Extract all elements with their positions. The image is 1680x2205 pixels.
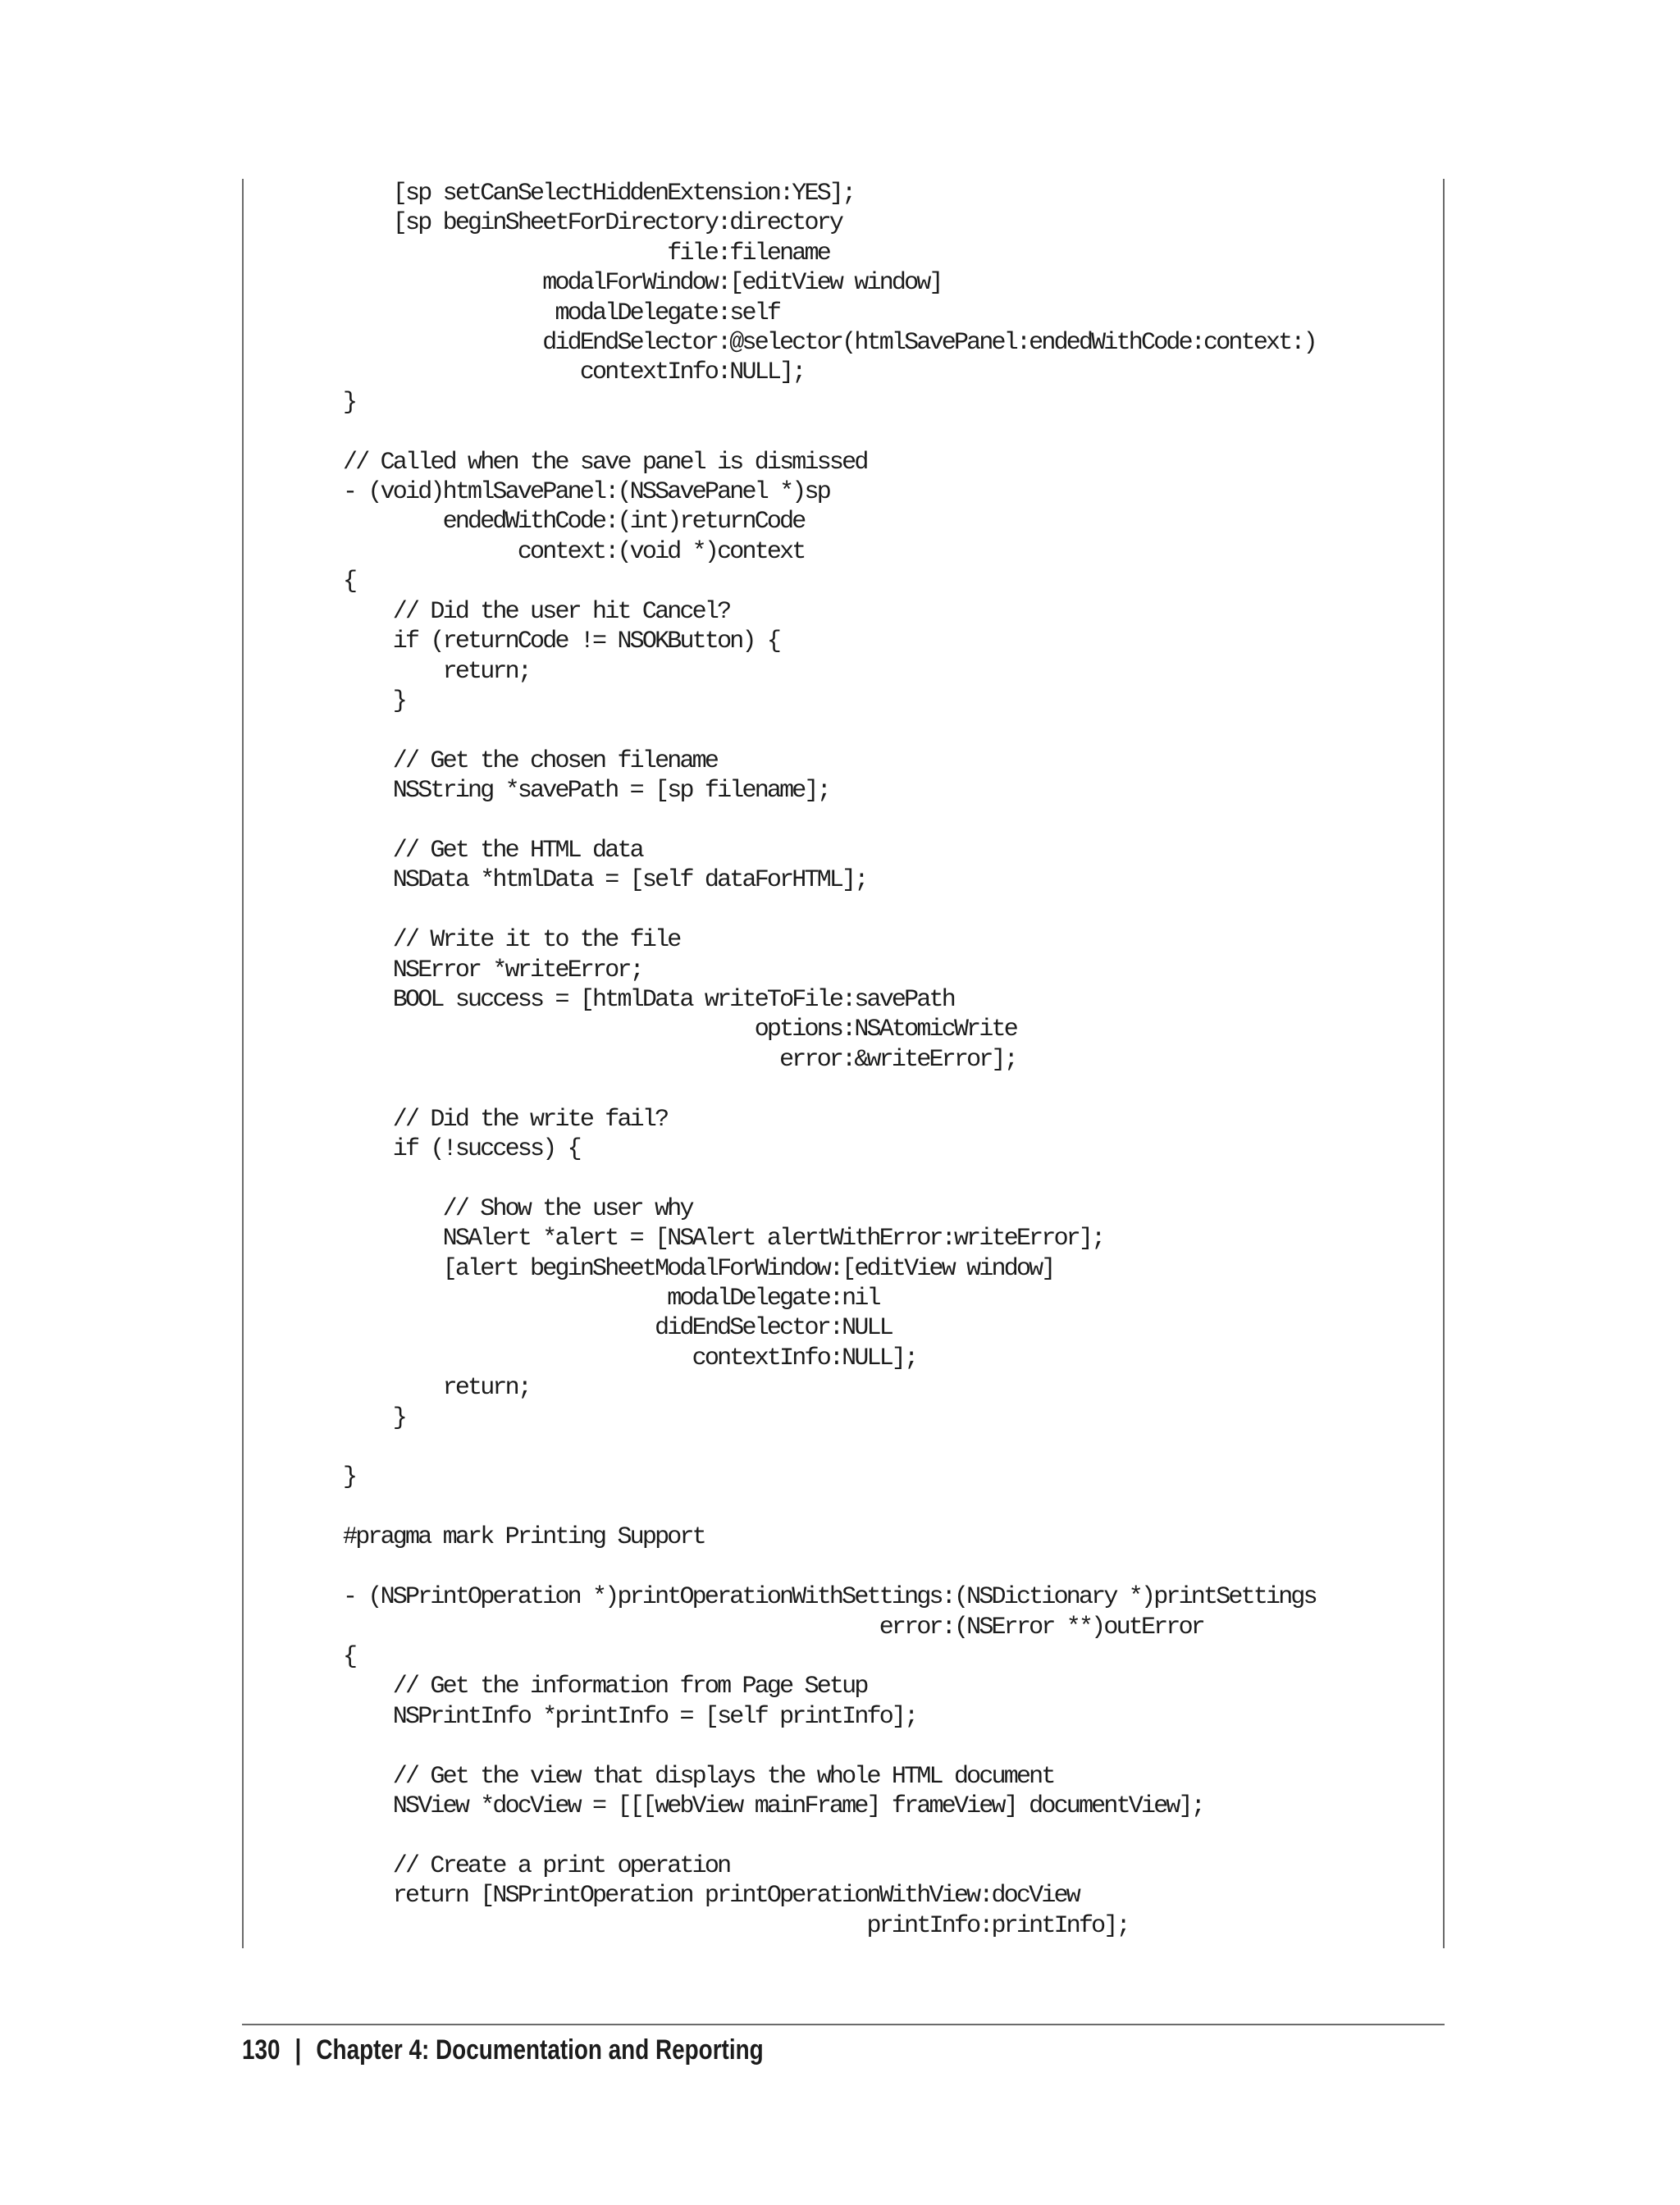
code-line: - (void)htmlSavePanel:(NSSavePanel *)sp (343, 478, 829, 507)
code-line: // Get the chosen filename (343, 746, 718, 775)
right-margin-rule (1443, 179, 1445, 1948)
code-line: error:&writeError]; (343, 1045, 1016, 1074)
code-line: // Get the information from Page Setup (343, 1673, 867, 1701)
code-line: endedWithCode:(int)returnCode (343, 508, 805, 536)
code-line: // Did the write fail? (343, 1105, 668, 1134)
page-footer (242, 2034, 764, 2066)
code-line: NSString *savePath = [sp filename]; (343, 777, 829, 806)
code-line: NSView *docView = [[[webView mainFrame] frameView] documentView]; (343, 1792, 1204, 1820)
code-line: // Create a print operation (343, 1851, 730, 1880)
code-line: options:NSAtomicWrite (343, 1016, 1016, 1044)
code-line: [alert beginSheetModalForWindow:[editView window] (343, 1254, 1054, 1283)
code-line: NSData *htmlData = [self dataForHTML]; (343, 866, 867, 895)
footer-separator: | (294, 2034, 302, 2066)
code-line: // Called when the save panel is dismissed (343, 448, 867, 477)
chapter-title: Chapter 4: Documentation and Reporting (316, 2034, 764, 2066)
code-line: #pragma mark Printing Support (343, 1523, 705, 1552)
code-listing (343, 179, 1316, 1941)
code-line: { (343, 568, 356, 596)
code-line: } (343, 1404, 406, 1432)
code-line: context:(void *)context (343, 537, 805, 566)
code-line: - (NSPrintOperation *)printOperationWithSettings:(NSDictionary *)printSettings (343, 1583, 1316, 1612)
code-line: NSPrintInfo *printInfo = [self printInfo]; (343, 1702, 917, 1731)
code-line: contextInfo:NULL]; (343, 358, 805, 387)
code-line: NSError *writeError; (343, 956, 642, 984)
code-line: BOOL success = [htmlData writeToFile:savePath (343, 985, 954, 1014)
code-line: if (returnCode != NSOKButton) { (343, 628, 780, 656)
code-line: return; (343, 1374, 531, 1403)
code-line: contextInfo:NULL]; (343, 1344, 917, 1372)
code-line: error:(NSError **)outError (343, 1613, 1204, 1641)
code-line: // Get the view that displays the whole HTML document (343, 1762, 1054, 1791)
code-line: // Get the HTML data (343, 836, 642, 865)
page-number: 130 (242, 2034, 281, 2066)
code-line: { (343, 1642, 356, 1671)
code-line: if (!success) { (343, 1135, 580, 1163)
code-line: didEndSelector:NULL (343, 1314, 892, 1343)
footer-rule (242, 2024, 1445, 2025)
code-line: file:filename (343, 239, 829, 267)
code-line: return; (343, 657, 531, 686)
code-line: modalDelegate:self (343, 299, 780, 327)
code-line: modalForWindow:[editView window] (343, 269, 942, 298)
left-margin-rule (242, 179, 244, 1948)
code-line: modalDelegate:nil (343, 1285, 879, 1313)
code-line: } (343, 388, 356, 417)
code-line: [sp setCanSelectHiddenExtension:YES]; (343, 180, 855, 208)
code-line: } (343, 1463, 356, 1492)
code-line: printInfo:printInfo]; (343, 1911, 1129, 1940)
code-line: // Show the user why (343, 1194, 692, 1223)
code-line: // Did the user hit Cancel? (343, 597, 730, 626)
code-line: } (343, 687, 406, 715)
code-line: [sp beginSheetForDirectory:directory (343, 209, 842, 238)
code-line: didEndSelector:@selector(htmlSavePanel:endedWithCode:context:) (343, 329, 1316, 358)
code-line: return [NSPrintOperation printOperationWithView:docView (343, 1882, 1079, 1911)
code-line: NSAlert *alert = [NSAlert alertWithError:writeError]; (343, 1225, 1104, 1253)
code-line: // Write it to the file (343, 926, 680, 955)
